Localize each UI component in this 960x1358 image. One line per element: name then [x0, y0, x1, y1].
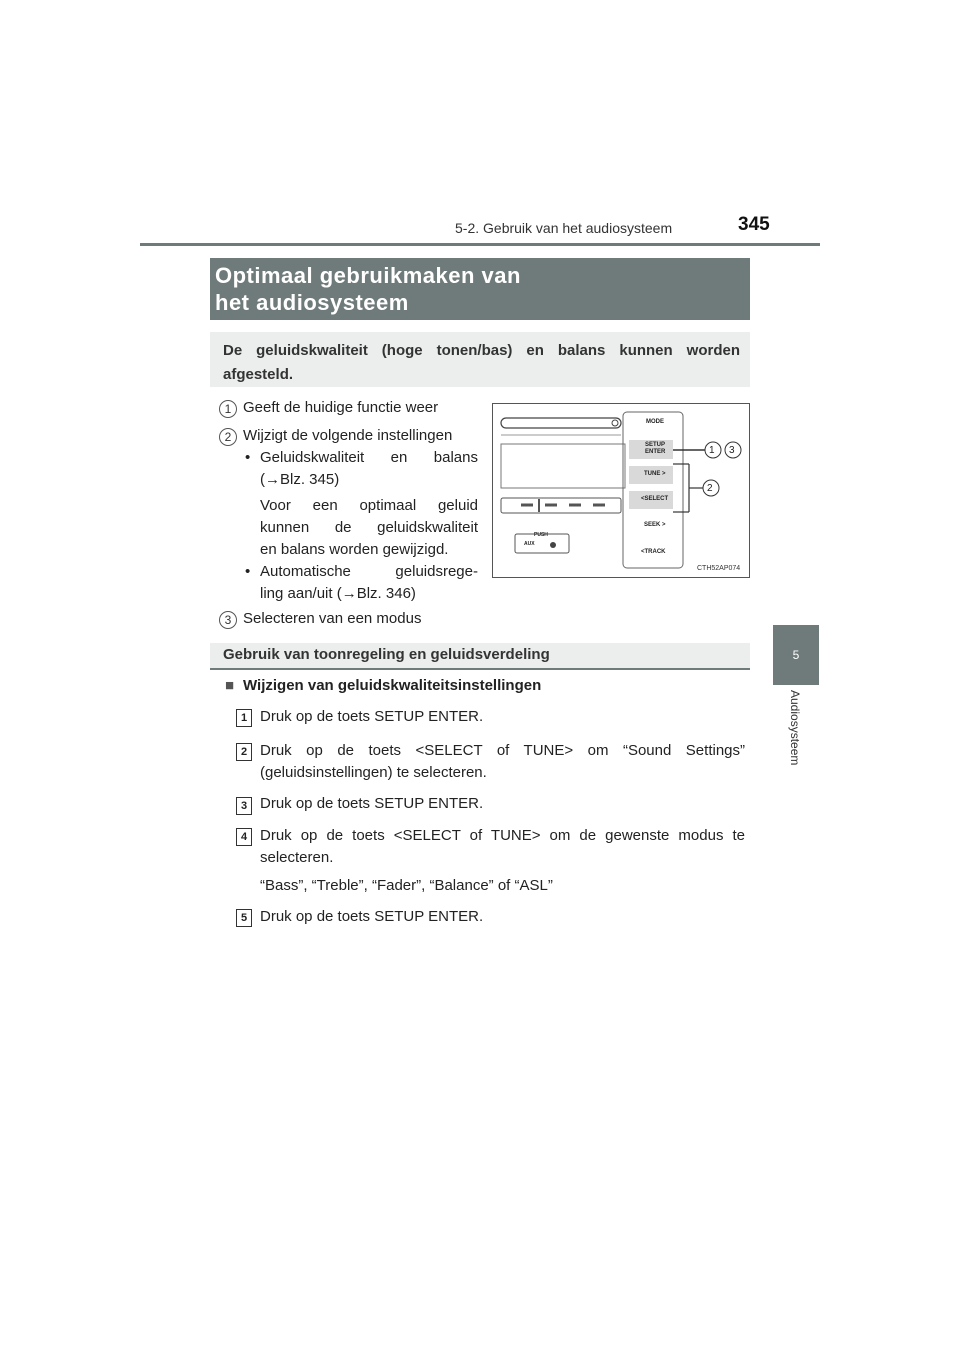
seek-button: SEEK >	[644, 522, 666, 528]
bullet-1-note-line3: en balans worden gewijzigd.	[260, 541, 449, 558]
figure-code: CTH52AP074	[697, 565, 741, 572]
bullet-1-line1: Geluidskwaliteit en balans	[260, 449, 478, 466]
audio-panel-figure	[492, 403, 750, 578]
chapter-label-text: Audiosysteem	[788, 690, 802, 766]
header-divider	[140, 243, 820, 246]
callout-2-text: Wijzigt de volgende instellingen	[243, 427, 453, 444]
step-3-number: 3	[236, 797, 252, 815]
subsection-title-bar	[210, 643, 750, 670]
step-2-number: 2	[236, 743, 252, 761]
bullet-1-line2: (→Blz. 345)	[260, 471, 340, 488]
step-4-note: “Bass”, “Treble”, “Fader”, “Balance” of “ASL”	[260, 877, 553, 894]
bullet-1-note-line2: kunnen de geluidskwaliteit	[260, 519, 478, 536]
setup-enter-button	[645, 442, 665, 456]
subsection-title: Gebruik van toonregeling en geluidsverdeling	[223, 646, 550, 663]
page-title-line2: het audiosysteem	[215, 290, 409, 315]
section-header: 5-2. Gebruik van het audiosysteem	[455, 220, 673, 236]
step-1-number: 1	[236, 709, 252, 727]
bullet-2-line2: ling aan/uit (→Blz. 346)	[260, 585, 416, 602]
callout-3-marker: 3	[219, 611, 237, 629]
callout-2-marker: 2	[219, 428, 237, 446]
page-title	[210, 258, 750, 320]
figure-callout-3: 3	[729, 445, 735, 456]
step-2-line1: Druk op de toets <SELECT of TUNE> om “Sound Settings”	[260, 742, 745, 759]
track-button: <TRACK	[641, 549, 666, 555]
square-bullet-icon: ■	[225, 677, 235, 694]
step-4-line1: Druk op de toets <SELECT of TUNE> om de gewenste modus te	[260, 827, 745, 844]
mode-button: MODE	[646, 419, 664, 425]
bullet-2-line1: Automatische geluidsrege-	[260, 563, 478, 580]
setup-label: SETUP	[645, 442, 666, 448]
figure-callout-1: 1	[709, 445, 715, 456]
page-number: 345	[738, 214, 770, 235]
bullet-dot: •	[245, 563, 251, 580]
step-4-line2: selecteren.	[260, 849, 334, 866]
chapter-side-label	[770, 690, 820, 790]
intro-text: De geluidskwaliteit (hoge tonen/bas) en balans kunnen worden afgesteld.	[223, 342, 740, 383]
aux-label: AUX	[524, 541, 535, 547]
step-2-line2: (geluidsinstellingen) te selecteren.	[260, 764, 487, 781]
figure-callout-2: 2	[707, 483, 713, 494]
step-5-number: 5	[236, 909, 252, 927]
callout-3-text: Selecteren van een modus	[243, 610, 422, 627]
step-1-text: Druk op de toets SETUP ENTER.	[260, 708, 484, 725]
bullet-1-note-line1: Voor een optimaal geluid	[260, 497, 478, 514]
step-4-number: 4	[236, 828, 252, 846]
select-button: <SELECT	[641, 496, 669, 502]
callout-1-marker: 1	[219, 400, 237, 418]
procedure-heading: Wijzigen van geluidskwaliteitsinstellingen	[243, 677, 542, 694]
enter-label: ENTER	[645, 449, 666, 455]
push-label: PUSH	[534, 532, 548, 538]
chapter-tab: 5	[773, 625, 819, 685]
tune-button: TUNE >	[644, 471, 666, 477]
callout-1-text: Geeft de huidige functie weer	[243, 399, 439, 416]
bullet-dot: •	[245, 449, 251, 466]
step-3-text: Druk op de toets SETUP ENTER.	[260, 795, 484, 812]
intro-box	[210, 332, 750, 387]
step-5-text: Druk op de toets SETUP ENTER.	[260, 908, 484, 925]
page-title-line1: Optimaal gebruikmaken van	[215, 263, 521, 288]
